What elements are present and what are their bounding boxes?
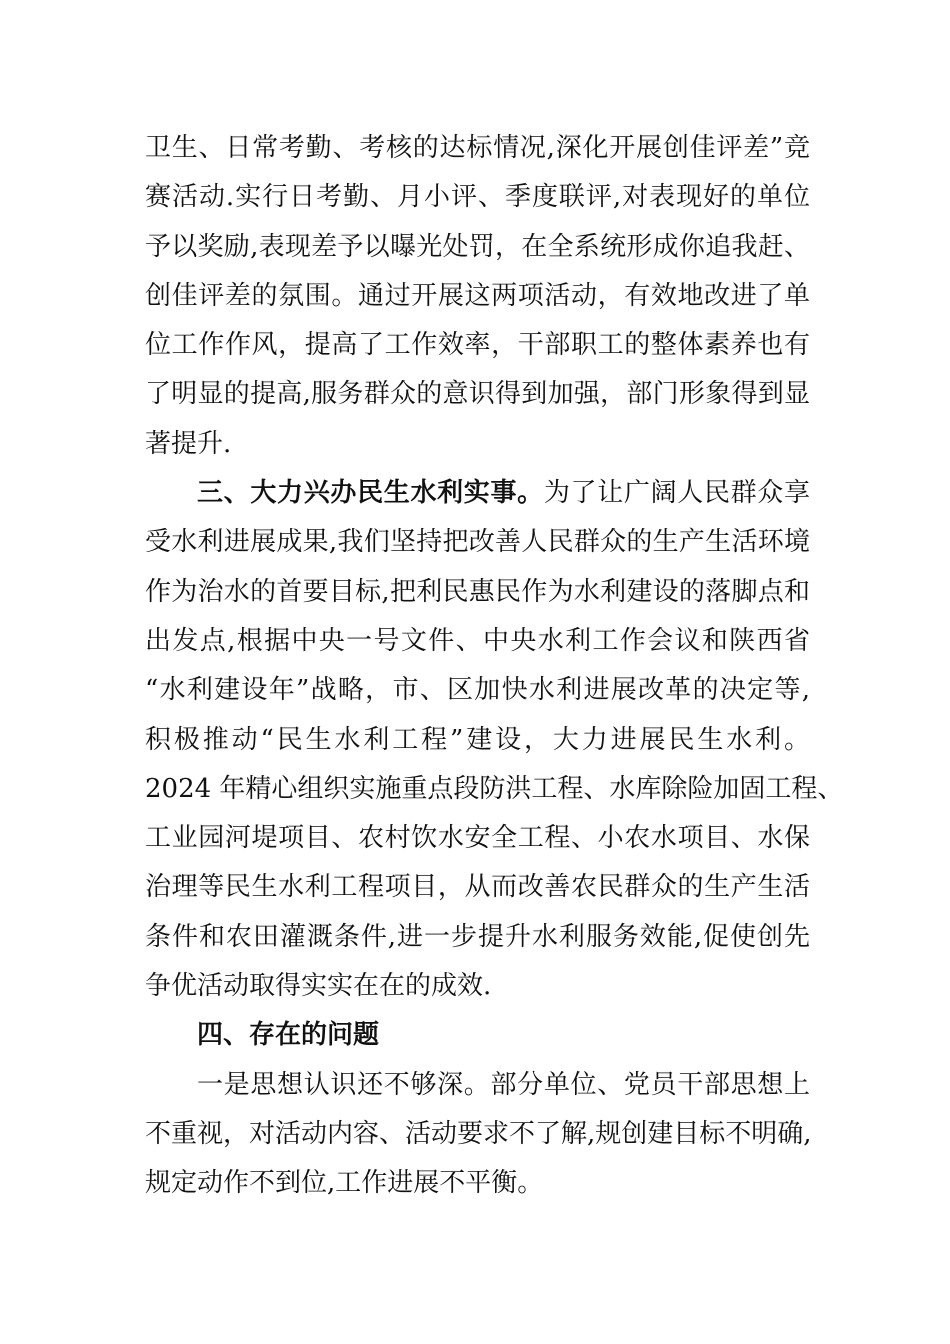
paragraph-line: 创佳评差的氛围。通过开展这两项活动，有效地改进了单 bbox=[145, 280, 810, 311]
paragraph-line: 治理等民生水利工程项目，从而改善农民群众的生产生活 bbox=[145, 872, 810, 903]
paragraph-line: 条件和农田灌溉条件,进一步提升水利服务效能,促使创先 bbox=[145, 921, 810, 952]
paragraph-line: 2024 年精心组织实施重点段防洪工程、水库除险加固工程、 bbox=[145, 773, 844, 804]
paragraph-line: 出发点,根据中央一号文件、中央水利工作会议和陕西省 bbox=[145, 625, 810, 656]
paragraph-line: 卫生、日常考勤、考核的达标情况,深化开展创佳评差”竞 bbox=[145, 133, 810, 163]
paragraph-line: 争优活动取得实实在在的成效. bbox=[145, 971, 492, 1002]
paragraph-line: 予以奖励,表现差予以曝光处罚，在全系统形成你追我赶、 bbox=[145, 231, 810, 262]
body-text bbox=[145, 124, 844, 1209]
paragraph-line: 工业园河堤项目、农村饮水安全工程、小农水项目、水保 bbox=[145, 823, 810, 854]
section-three-text: 为了让广阔人民群众享 bbox=[543, 478, 810, 509]
section-three-heading: 三、大力兴办民生水利实事。 bbox=[197, 478, 544, 509]
paragraph-line: 赛活动.实行日考勤、月小评、季度联评,对表现好的单位 bbox=[145, 182, 810, 213]
section-four-heading: 四、存在的问题 bbox=[197, 1020, 380, 1051]
section-four-first-line: 一是思想认识还不够深。部分单位、党员干部思想上 bbox=[197, 1069, 810, 1100]
paragraph-line: “水利建设年”战略，市、区加快水利进展改革的决定等, bbox=[145, 675, 810, 706]
paragraph-line: 积极推动“民生水利工程”建设，大力进展民生水利。 bbox=[145, 724, 810, 755]
section-three-first-line bbox=[145, 469, 810, 518]
paragraph-line: 位工作作风，提高了工作效率，干部职工的整体素养也有 bbox=[145, 330, 810, 361]
paragraph-line: 规定动作不到位,工作进展不平衡。 bbox=[145, 1168, 544, 1199]
paragraph-line: 了明显的提高,服务群众的意识得到加强，部门形象得到显 bbox=[145, 379, 810, 410]
paragraph-line: 受水利进展成果,我们坚持把改善人民群众的生产生活环境 bbox=[145, 527, 810, 558]
paragraph-line: 著提升. bbox=[145, 428, 232, 459]
paragraph-line: 不重视，对活动内容、活动要求不了解,规创建目标不明确, bbox=[145, 1118, 812, 1149]
paragraph-line: 作为治水的首要目标,把利民惠民作为水利建设的落脚点和 bbox=[145, 576, 810, 607]
